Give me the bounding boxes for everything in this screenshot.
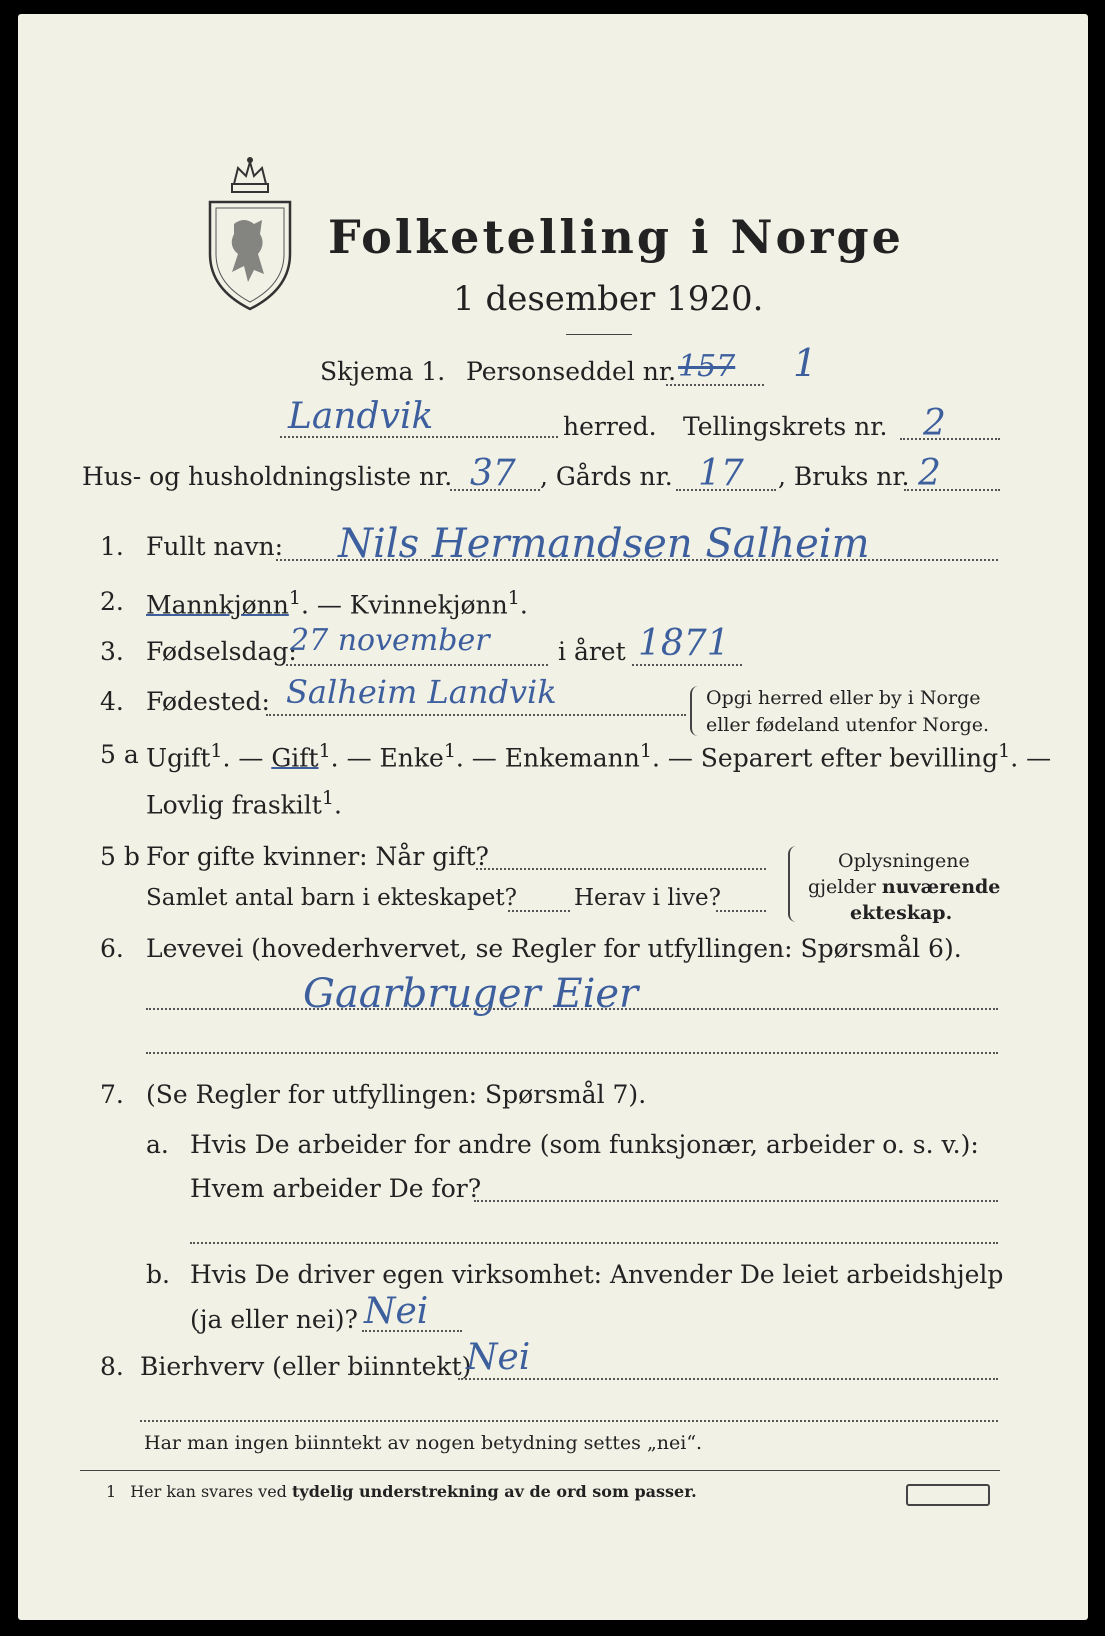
footnote-text-a: Her kan svares ved [130, 1482, 293, 1501]
q2-number: 2. [100, 587, 124, 616]
q5a-sep-3: . — [455, 743, 505, 773]
q5a-sep-4: . — [651, 743, 701, 773]
q4-label: Fødested: [146, 687, 270, 716]
q5b-label-2: Samlet antal barn i ekteskapet? [146, 885, 517, 911]
q6-line-2 [146, 1052, 998, 1054]
q6-line-1 [146, 1008, 998, 1010]
q3-line [286, 664, 548, 666]
footnote-number: 1 [106, 1482, 117, 1501]
q4-value: Salheim Landvik [286, 673, 557, 711]
q8-line-2 [140, 1420, 998, 1422]
q5b-note-2 [808, 878, 1000, 897]
q5a-end: . [333, 790, 342, 820]
q5a-sup-5: 1 [998, 740, 1011, 762]
q7a-label-2: Hvem arbeider De for? [190, 1174, 482, 1203]
q7-label: (Se Regler for utfyllingen: Spørsmål 7). [146, 1080, 647, 1109]
q5a-line2 [146, 787, 342, 820]
skjema-label: Skjema 1. [320, 357, 446, 386]
q5a-sep-5: . — [1010, 743, 1052, 773]
personseddel-line [666, 384, 764, 386]
q5b-number: 5 b [100, 842, 140, 871]
q2-end: . [519, 590, 528, 620]
q3-label: Fødselsdag: [146, 637, 297, 666]
q8-label: Bierhverv (eller biinntekt) [140, 1352, 472, 1381]
q7b-number: b. [146, 1260, 170, 1289]
q7a-line-1 [474, 1200, 998, 1202]
husliste-value: 37 [470, 453, 516, 494]
q2-sep: . — [300, 590, 350, 620]
q5b-note-2b: nuværende [881, 876, 1001, 898]
q7-number: 7. [100, 1080, 124, 1109]
q2-sup-2: 1 [507, 587, 520, 609]
q3-year-label: i året [558, 637, 626, 666]
q2-male: Mannkjønn [146, 590, 289, 620]
tellingskrets-line [900, 438, 1000, 440]
tellingskrets-label: Tellingskrets nr. [683, 412, 888, 441]
q5a-number: 5 a [100, 740, 139, 769]
q5b-label-3: Herav i live? [574, 885, 721, 911]
q5a-enke: Enke [379, 743, 444, 773]
q8-number: 8. [100, 1352, 124, 1381]
q5b-line-3 [716, 910, 766, 912]
q5a-sup-1: 1 [210, 740, 223, 762]
q7a-number: a. [146, 1130, 169, 1159]
footnote [106, 1484, 697, 1500]
form-date: 1 desember 1920. [453, 279, 764, 319]
q5a-sup-4: 1 [639, 740, 652, 762]
q7a-line-2 [190, 1242, 998, 1244]
q5a-lovlig: Lovlig fraskilt [146, 790, 322, 820]
footnote-text-b: tydelig understrekning av de ord som passer. [292, 1482, 697, 1501]
q5b-brace [788, 846, 796, 922]
q5a-sep-1: . — [222, 743, 272, 773]
q2-sup-1: 1 [288, 587, 301, 609]
printer-stamp [906, 1484, 990, 1506]
q4-number: 4. [100, 687, 124, 716]
personseddel-label: Personseddel nr. [466, 357, 677, 386]
q5a-sup-3: 1 [443, 740, 456, 762]
q5a-gift: Gift [271, 743, 319, 773]
q4-note-1: Opgi herred eller by i Norge [706, 687, 981, 709]
q8-line-1 [458, 1378, 998, 1380]
q5a-sep-2: . — [330, 743, 380, 773]
q7b-label-2: (ja eller nei)? [190, 1305, 358, 1334]
q4-brace [690, 686, 698, 736]
footer-divider [80, 1470, 1000, 1471]
bruks-value: 2 [918, 453, 941, 494]
q5b-line-1 [476, 868, 766, 870]
herred-label: herred. [563, 412, 657, 441]
q5a-enkemann: Enkemann [504, 743, 640, 773]
tellingskrets-value: 2 [923, 403, 946, 444]
q3-value: 27 november [290, 623, 490, 658]
q7b-label-1: Hvis De driver egen virksomhet: Anvender De leiet arbeidshjelp [190, 1260, 1004, 1289]
q5b-note-3: ekteskap. [850, 902, 953, 924]
q3-year-value: 1871 [638, 623, 730, 664]
personseddel-value: 1 [793, 341, 818, 385]
q5a-separert: Separert efter bevilling [700, 743, 999, 773]
gaards-value: 17 [698, 453, 744, 494]
q3-year-line [632, 664, 742, 666]
footer-note: Har man ingen biinntekt av nogen betydning settes „nei“. [144, 1432, 703, 1454]
q3-number: 3. [100, 637, 124, 666]
q5a-sup-2: 1 [318, 740, 331, 762]
herred-value: Landvik [288, 396, 434, 437]
q5b-line-2 [508, 910, 570, 912]
q5a-ugift: Ugift [146, 743, 211, 773]
husliste-label: Hus- og husholdningsliste nr. [82, 462, 453, 491]
coat-of-arms-icon [204, 154, 296, 314]
q1-value: Nils Hermandsen Salheim [338, 521, 870, 567]
form-title: Folketelling i Norge [328, 210, 904, 264]
q6-number: 6. [100, 934, 124, 963]
q7a-label-1: Hvis De arbeider for andre (som funksjonær, arbeider o. s. v.): [190, 1130, 979, 1159]
herred-line [280, 436, 558, 438]
q5b-note-1: Oplysningene [838, 850, 970, 872]
personseddel-struck: 157 [678, 349, 736, 384]
q4-note-2: eller fødeland utenfor Norge. [706, 714, 990, 736]
q5a-options [146, 740, 1052, 773]
q5b-note-2a: gjelder [808, 876, 882, 898]
q8-value: Nei [466, 1337, 531, 1378]
q5a-sup-6: 1 [321, 787, 334, 809]
q2-female: Kvinnekjønn [349, 590, 508, 620]
q1-number: 1. [100, 532, 124, 561]
q6-label: Levevei (hovederhvervet, se Regler for utfyllingen: Spørsmål 6). [146, 934, 962, 963]
q2-options [146, 587, 528, 620]
gaards-label: , Gårds nr. [540, 462, 673, 491]
q1-label: Fullt navn: [146, 532, 284, 561]
q5b-label-1: For gifte kvinner: Når gift? [146, 842, 489, 871]
q7b-value: Nei [364, 1291, 429, 1332]
census-form [18, 14, 1088, 1620]
bruks-label: , Bruks nr. [778, 462, 910, 491]
title-divider [566, 334, 632, 335]
q6-value: Gaarbruger Eier [303, 971, 639, 1017]
q4-line [266, 714, 686, 716]
